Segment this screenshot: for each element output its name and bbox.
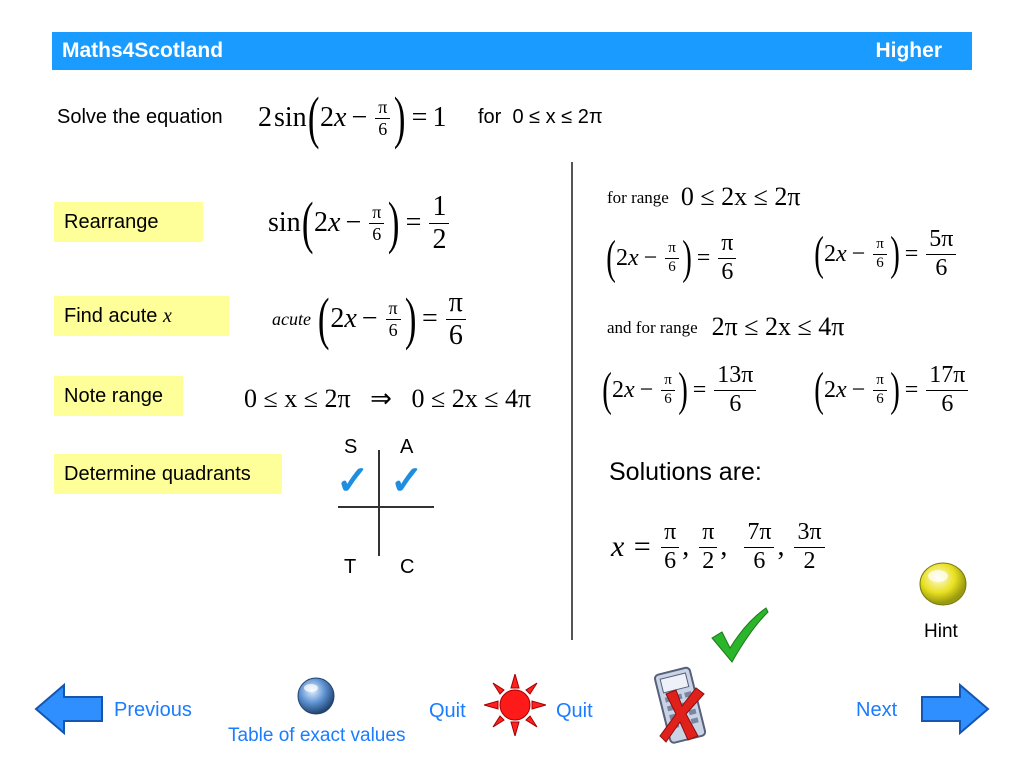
table-of-values-button[interactable] xyxy=(296,676,336,716)
calculator-forbidden-icon xyxy=(652,664,710,746)
step-quadrants-label: Determine quadrants xyxy=(54,454,282,494)
solution-five-pi-over-six: ( 2 x − $\frac{\pi}{6}$ ) = $\frac{5\pi}{6}$ xyxy=(814,226,959,282)
hint-bulb-icon xyxy=(918,560,968,608)
panel-divider xyxy=(571,162,573,640)
quadrant-s-label: S xyxy=(344,436,358,458)
rearranged-equation: sin ( 2 x − $\frac{\pi}{6}$ ) = $\frac{1}{2}$ xyxy=(268,190,452,256)
left-arrow-icon xyxy=(34,683,104,735)
quit-link-right[interactable]: Quit xyxy=(556,700,593,722)
table-of-exact-values-link[interactable]: Table of exact values xyxy=(228,725,406,746)
question-equation: 2 sin ( 2 x − $\frac{\pi}{6}$ ) = 1 xyxy=(258,84,447,150)
next-arrow-button[interactable] xyxy=(920,683,990,735)
correct-check-icon xyxy=(708,604,770,664)
quadrant-s-check-icon: ✓ xyxy=(336,459,370,503)
step-rearrange-label: Rearrange xyxy=(54,202,203,242)
quadrant-t-label: T xyxy=(344,556,357,578)
quadrant-a-label: A xyxy=(400,436,414,458)
range-one-row: for range 0 ≤ 2x ≤ 2π xyxy=(607,182,801,211)
solution-pi-over-six: ( 2 x − $\frac{\pi}{6}$ ) = $\frac{\pi}{6}$ xyxy=(606,230,739,286)
question-range: for 0 ≤ x ≤ 2π xyxy=(478,106,603,128)
solution-thirteen-pi-over-six: ( 2 x − $\frac{\pi}{6}$ ) = $\frac{13\pi}{6}$ xyxy=(602,362,759,418)
final-solutions: x = $\frac{\pi}{6}$ , $\frac{\pi}{2}$ , $\frac{7\pi}{6}$ , $\frac{3\pi}{2}$ xyxy=(611,514,828,580)
quadrant-a-check-icon: ✓ xyxy=(390,459,424,503)
level-title: Higher xyxy=(875,39,942,62)
quadrant-vertical-axis xyxy=(378,450,380,556)
next-link[interactable]: Next xyxy=(856,699,898,721)
range-two-row: and for range 2π ≤ 2x ≤ 4π xyxy=(607,312,845,341)
quit-link-left[interactable]: Quit xyxy=(429,700,466,722)
previous-arrow-button[interactable] xyxy=(34,683,104,735)
hint-button[interactable] xyxy=(918,560,968,608)
solutions-heading: Solutions are: xyxy=(609,458,762,486)
quit-sun-button[interactable] xyxy=(484,674,546,736)
question-prompt: Solve the equation xyxy=(57,106,223,128)
site-title: Maths4Scotland xyxy=(62,39,224,62)
step-note-range-label: Note range xyxy=(54,376,183,416)
step-find-acute-label: Find acute x xyxy=(54,296,229,336)
previous-link[interactable]: Previous xyxy=(114,699,192,721)
blue-orb-icon xyxy=(296,676,336,716)
header-bar xyxy=(52,32,972,70)
solution-seventeen-pi-over-six: ( 2 x − $\frac{\pi}{6}$ ) = $\frac{17\pi}{6}$ xyxy=(814,362,971,418)
sun-icon xyxy=(484,674,546,736)
quadrant-horizontal-axis xyxy=(338,506,434,508)
acute-equation: acute ( 2 x − $\frac{\pi}{6}$ ) = $\frac{\pi}{6}$ xyxy=(272,288,469,350)
right-arrow-icon xyxy=(920,683,990,735)
range-implication: 0 ≤ x ≤ 2π ⇒ 0 ≤ 2x ≤ 4π xyxy=(244,384,532,413)
quadrant-diagram xyxy=(336,436,434,578)
quadrant-c-label: C xyxy=(400,556,415,578)
hint-label[interactable]: Hint xyxy=(924,621,958,642)
